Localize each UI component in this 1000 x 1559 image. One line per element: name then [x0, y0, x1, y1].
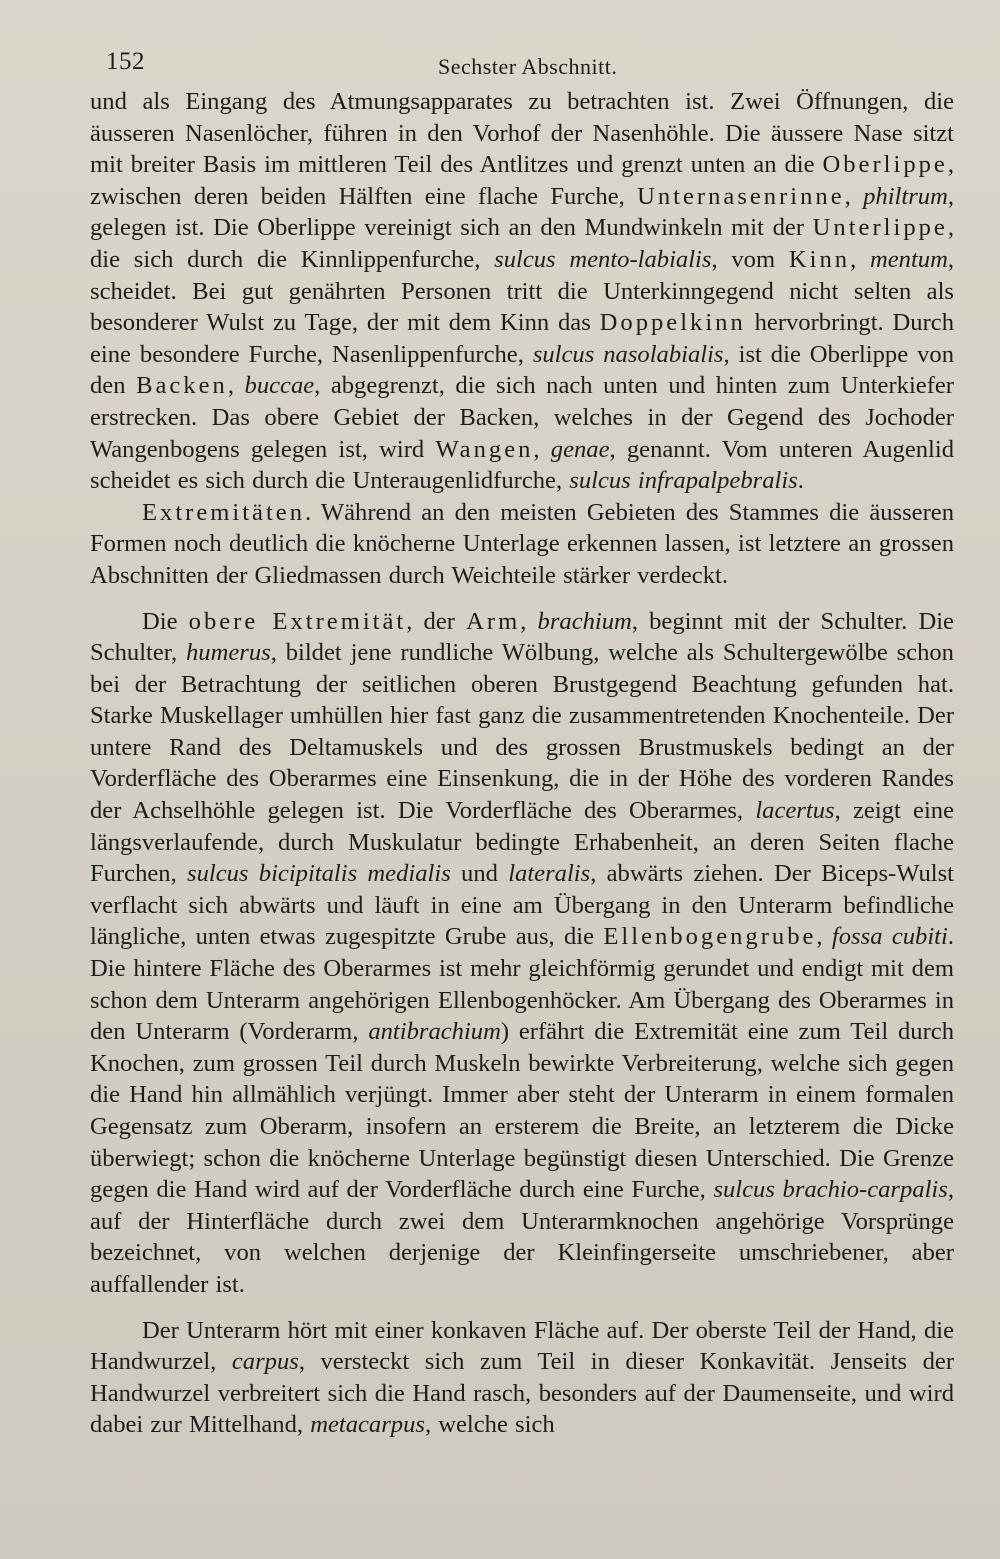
- page-number: 152: [106, 48, 145, 75]
- spaced-term: Backen: [136, 372, 228, 400]
- text-run: , versteckt sich zum Teil in dieser Konkavität. Jenseits der Handwurzel verbreitert sich die Hand rasch, besonders auf der Daumenseite, und wird dabei zur Mittelhand,: [90, 1348, 955, 1439]
- text-run: ,: [816, 923, 832, 951]
- text-run: , bildet jene rundliche Wölbung, welche als Schultergewölbe schon bei der Betrachtung der seitlichen oberen Brustgegend Beachtung gefunden hat. Starke Muskellager umhüllen hier fast ganz die zusammentretenden Knochenteile. Der untere Rand des Deltamuskels und des grossen Brustmuskels bedingt an der Vorderfläche des Oberarmes eine Einsenkung, die in der Höhe des vorderen Randes der Achselhöhle gelegen ist. Die Vorderfläche des Oberarmes,: [90, 639, 955, 825]
- spaced-term: Unternasenrinne: [637, 182, 845, 210]
- spaced-term: Extremitäten: [142, 498, 306, 526]
- paragraph: [90, 86, 954, 497]
- text-run: , vom: [711, 245, 789, 273]
- latin-term: genae: [550, 435, 610, 463]
- text-run: , der: [406, 607, 467, 635]
- paragraph: [90, 1315, 954, 1441]
- latin-term: metacarpus: [310, 1411, 425, 1439]
- text-run: hervorbringt. Durch eine besondere Furche, Nasenlippenfurche,: [90, 309, 954, 368]
- text-run: , welche sich: [424, 1411, 555, 1439]
- text-run: . Die hintere Fläche des Oberarmes ist mehr gleichförmig gerundet und endigt mit dem schon dem Unterarm angehörigen Ellenbogenhöcker. Am Übergang des Oberarmes in den Unterarm (Vorderarm,: [90, 923, 954, 1046]
- paragraph: [90, 497, 954, 592]
- text-run: Der Unterarm hört mit einer konkaven Fläche auf. Der oberste Teil der Hand, die Handwurzel,: [90, 1316, 954, 1376]
- text-run: , abwärts ziehen. Der Biceps-Wulst verflacht sich abwärts und läuft in eine am Übergang in den Unterarm befindliche längliche, unten etwas zugespitzte Grube aus, die: [90, 860, 954, 951]
- text-run: , die sich durch die Kinnlippenfurche,: [90, 214, 954, 273]
- text-run: ,: [227, 372, 245, 400]
- spaced-term: obere Extremität: [188, 607, 407, 635]
- latin-term: sulcus brachio-carpalis: [713, 1176, 948, 1204]
- text-run: , beginnt mit der Schulter. Die Schulter,: [90, 607, 954, 667]
- latin-term: antibrachium: [368, 1018, 501, 1046]
- spaced-term: Kinn: [788, 245, 851, 273]
- latin-term: philtrum: [863, 182, 948, 210]
- text-run: und als Eingang des Atmungsapparates zu betrachten ist. Zwei Öffnungen, die äusseren Nasenlöcher, führen in den Vorhof der Nasenhöhle. Die äussere Nase sitzt mit breiter Basis im mittleren Teil des Antlitzes und grenzt unten an die: [90, 88, 954, 179]
- text-run: ,: [844, 182, 864, 210]
- page-header: [90, 42, 954, 86]
- text-run: Die: [142, 607, 189, 635]
- paragraph: [90, 606, 954, 1301]
- text-run: , zeigt eine längsverlaufende, durch Muskulatur bedingte Erhabenheit, an deren Seiten flache Furchen,: [90, 797, 955, 888]
- spaced-term: Unterlippe: [812, 214, 948, 242]
- latin-term: humerus: [185, 639, 271, 667]
- spaced-term: Wangen: [435, 435, 534, 463]
- latin-term: mentum: [869, 245, 948, 273]
- latin-term: fossa cubiti: [831, 923, 948, 951]
- text-run: , gelegen ist. Die Oberlippe vereinigt sich an den Mundwinkeln mit der: [90, 182, 954, 242]
- text-run: , abgegrenzt, die sich nach unten und hinten zum Unterkiefer erstrecken. Das obere Gebiet der Backen, welches in der Gegend des Jochoder Wangenbogens gelegen ist, wird: [90, 372, 955, 463]
- text-run: , genannt. Vom unteren Augenlid scheidet es sich durch die Unteraugenlidfurche,: [90, 435, 955, 495]
- text-run: ) erfährt die Extremität eine zum Teil durch Knochen, zum grossen Teil durch Muskeln bewirkte Verbreiterung, welche sich gegen die Hand hin allmählich verjüngt. Immer aber steht der Unterarm in einem formalen Gegensatz zum Oberarm, insofern an ersterem die Breite, an letzterem die Dicke überwiegt; schon die knöcherne Unterlage begünstigt diesen Unterschied. Die Grenze gegen die Hand wird auf der Vorderfläche durch eine Furche,: [90, 1018, 954, 1204]
- spaced-term: Ellenbogengrube: [603, 923, 817, 951]
- text-run: und: [450, 860, 509, 888]
- latin-term: sulcus mento-labialis: [494, 245, 712, 273]
- latin-term: lacertus: [755, 797, 835, 825]
- spaced-term: Arm: [466, 607, 521, 635]
- text-run: . Während an den meisten Gebieten des Stammes die äusseren Formen noch deutlich die knöcherne Unterlage erkennen lassen, ist letztere an grossen Abschnitten der Gliedmassen durch Weichteile stärker verdeckt.: [90, 498, 954, 589]
- text-run: ,: [533, 435, 551, 463]
- text-run: , ist die Oberlippe von den: [90, 340, 954, 400]
- latin-term: sulcus nasolabialis: [532, 340, 724, 368]
- spaced-term: Oberlippe: [822, 151, 948, 179]
- running-head: Sechster Abschnitt.: [438, 54, 618, 79]
- text-run: , auf der Hinterfläche durch zwei dem Unterarmknochen angehörige Vorsprünge bezeichnet, von welchen derjenige der Kleinfingerseite umschriebener, aber auffallender ist.: [90, 1176, 954, 1298]
- text-run: ,: [850, 245, 870, 273]
- latin-term: brachium: [537, 607, 632, 635]
- latin-term: lateralis: [508, 860, 591, 888]
- latin-term: buccae: [244, 372, 315, 400]
- text-run: ,: [520, 607, 538, 635]
- text-run: , zwischen deren beiden Hälften eine flache Furche,: [90, 151, 954, 210]
- text-run: .: [797, 467, 804, 495]
- latin-term: carpus: [231, 1348, 299, 1376]
- text-run: , scheidet. Bei gut genährten Personen tritt die Unterkinngegend nicht selten als besonderer Wulst zu Tage, der mit dem Kinn das: [90, 245, 955, 337]
- body-text: [90, 86, 954, 1441]
- latin-term: sulcus bicipitalis medialis: [187, 860, 451, 888]
- spaced-term: Doppelkinn: [599, 309, 746, 337]
- latin-term: sulcus infrapalpebralis: [569, 467, 798, 495]
